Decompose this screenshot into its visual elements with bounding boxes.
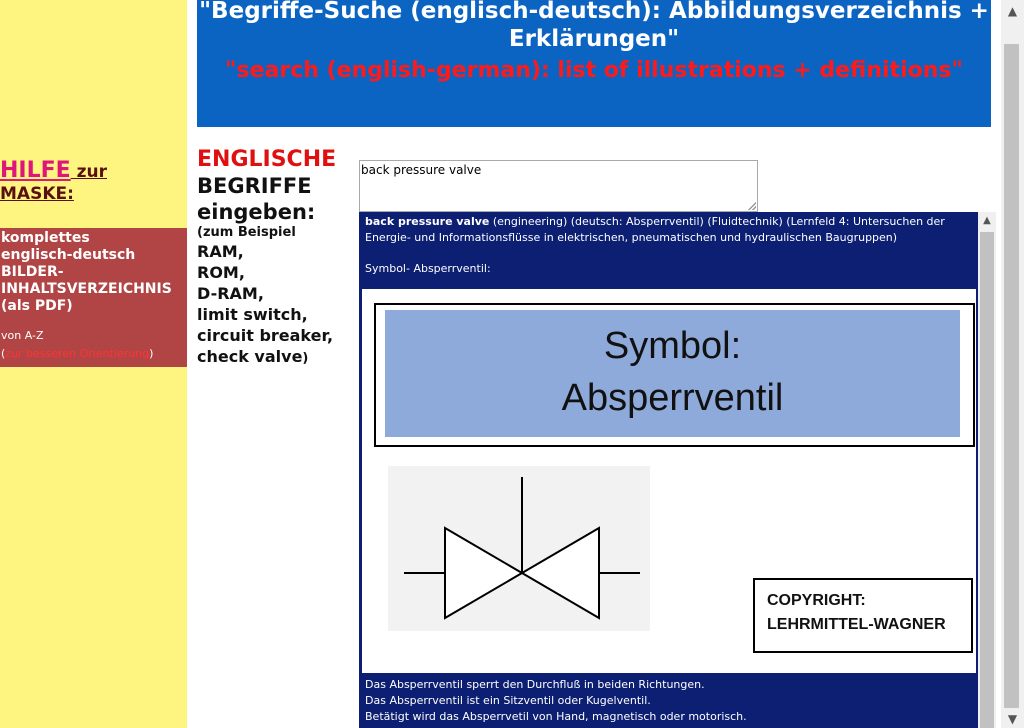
example-item: D-RAM,	[197, 284, 264, 303]
help-rest[interactable]: zur	[70, 162, 107, 182]
pdf-line[interactable]: BILDER-	[1, 264, 64, 280]
left-column	[0, 0, 187, 728]
page-scroll-thumb[interactable]	[1004, 44, 1019, 708]
result-meta: (engineering) (deutsch: Absperrventil) (Fluidtechnik) (Lernfeld 4: Untersuchen der Energie- und Informationsflüsse in elektrischen, pneumatischen und hydraulischen Baugruppen)	[365, 215, 945, 244]
copyright-line1: COPYRIGHT:	[767, 592, 866, 609]
pdf-line[interactable]: komplettes	[1, 230, 90, 246]
page-scrollbar[interactable]	[1001, 0, 1024, 728]
desc-line: Das Absperrventil sperrt den Durchfluß in beiden Richtungen.	[365, 678, 705, 691]
image-title-line1: Symbol:	[603, 325, 742, 367]
shutoff-valve-symbol-icon	[388, 466, 650, 631]
instructions	[197, 147, 362, 369]
paren-close: )	[149, 347, 154, 360]
title-english: "search (english-german): list of illustrations + definitions"	[225, 58, 963, 83]
instr-line2: BEGRIFFE	[197, 174, 312, 198]
example-item: check valve	[197, 347, 303, 366]
desc-line: Betätigt wird das Absperrvetil von Hand, magnetisch oder motorisch.	[365, 710, 747, 723]
search-value[interactable]: back pressure valve	[361, 163, 482, 177]
image-title-fill	[385, 310, 960, 437]
copyright-line2: LEHRMITTEL-WAGNER	[767, 616, 946, 633]
pdf-line[interactable]: INHALTSVERZEICHNIS	[1, 281, 172, 297]
result-panel[interactable]	[359, 212, 996, 728]
help-word[interactable]: HILFE	[0, 158, 71, 183]
resize-grip-icon[interactable]	[748, 202, 756, 210]
instr-line3: eingeben:	[197, 200, 316, 224]
result-term: back pressure valve	[365, 215, 490, 228]
result-scrollbar[interactable]	[978, 212, 996, 728]
result-header	[359, 212, 977, 279]
example-item: RAM,	[197, 242, 244, 261]
result-description	[359, 675, 989, 727]
help-link[interactable]	[0, 160, 185, 205]
close-paren: )	[302, 351, 309, 366]
symbol-image	[362, 289, 976, 673]
pdf-line[interactable]: englisch-deutsch	[1, 247, 136, 263]
example-item: ROM,	[197, 263, 245, 282]
desc-line: Das Absperrventil ist ein Sitzventil oder Kugelventil.	[365, 694, 651, 707]
image-title-line2: Absperrventil	[561, 377, 784, 419]
az-label: von A-Z	[1, 329, 44, 342]
copyright-box	[753, 578, 973, 653]
example-intro: (zum Beispiel	[197, 225, 296, 240]
scroll-up-icon[interactable]: ▲	[983, 215, 991, 226]
pdf-line[interactable]: (als PDF)	[1, 298, 73, 314]
image-title-frame	[374, 303, 975, 447]
instr-line1: ENGLISCHE	[197, 147, 337, 172]
paren-open: (	[1, 347, 6, 360]
scroll-down-arrow-icon[interactable]: ▼	[1007, 712, 1018, 726]
scroll-up-arrow-icon[interactable]: ▲	[1007, 4, 1018, 18]
orientation-link[interactable]: zur besseren Orientierung	[5, 347, 150, 360]
search-input[interactable]	[359, 160, 758, 212]
symbol-label: Symbol- Absperrventil:	[365, 262, 491, 275]
help-line2[interactable]: MASKE:	[0, 184, 74, 204]
scroll-thumb[interactable]	[980, 232, 994, 728]
example-item: circuit breaker,	[197, 326, 334, 345]
pdf-index-box[interactable]	[0, 228, 187, 367]
valve-symbol-area	[388, 466, 650, 631]
title-german: "Begriffe-Suche (englisch-deutsch): Abbildungsverzeichnis + Erklärungen"	[199, 0, 989, 52]
header-banner	[197, 0, 991, 127]
example-item: limit switch,	[197, 305, 308, 324]
